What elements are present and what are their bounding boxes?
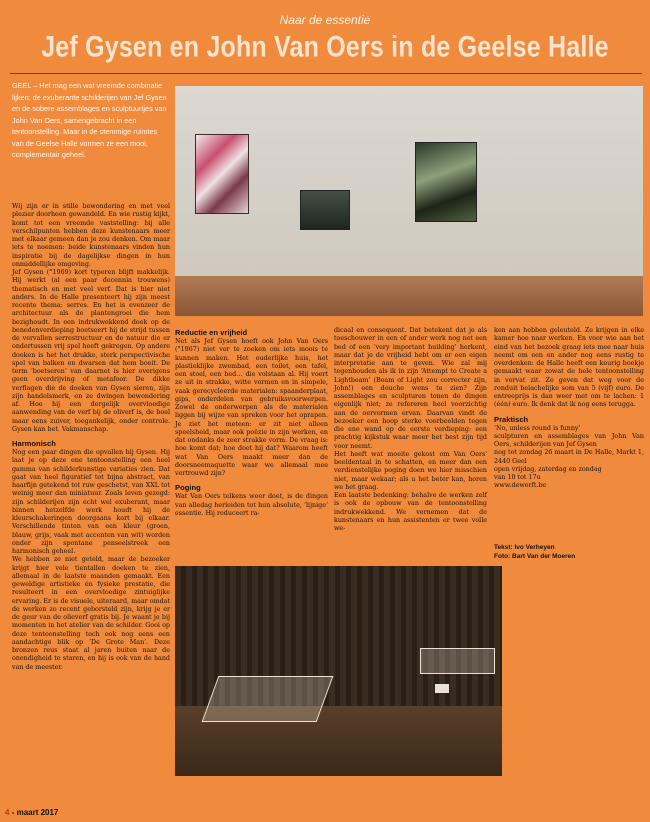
info-line: nog tot zondag 26 maart in De Halle, Markt 1, 2440 Geel [494, 449, 644, 465]
subheading-poging: Poging [175, 483, 201, 493]
column-4 [494, 327, 644, 491]
paragraph: Net als Jef Gysen hoeft ook John Van Oers (°1967) niet ver te zoeken om iets moois te kunnen maken. Het ouderlijke huis, het plastieklijke zwembad, een toilet, een tafel, een stoel, een bed… die volstaan al. Hij voert ze uit in strakke, witte vormen en in simpele, vaak gerecycleerde materialen: spaanderplaat, gips, onderdelen van gebruiksvoorwerpen. Zowel de onderwerpen als de materialen liggen bij wijze van spreken voor het oprapen. Je ziet het meteen: er zit niet alleen speelsheid, maar ook poëzie in zijn werken, en dat ondanks de zeer strakke vorm. De vraag is: hoe komt dat; hoe doet hij dat? Waarom heeft wat Van Oers maakt meer dan de doorsneemaquette waar we allemaal mee vertrouwd zijn? [175, 338, 328, 477]
paragraph: We hebben ze niet geteld, maar de bezoeker krijgt hier vele tientallen doeken te zien, allemaal in de laatste maanden gemaakt. Een geweldige artistieke én fysieke prestatie, die resulteert in een overvloedige zintuiglijke ervaring. Er is de visuele, uiteraard, maar omdat de werken zo recent geborsteld zijn, krijg je er de geur van de olieverf gratis bij. Je waant je bij momenten in het atelier van de schilder. Gooi op deze tentoonstelling toch ook nog eens een aandachtige blik op ‘De Grote Man’. Deze bronzen reus staat al jaren buiten naar de onendigheid te staren, en hij is ook van de hand van de meester. [12, 556, 170, 671]
kicker: Naar de essentie [279, 13, 371, 27]
sculpture-box [435, 684, 449, 693]
paragraph: Jef Gysen (°1969) kort typeren blijft makkelijk. Hij werkt (al een paar decennia trouwens) thematisch en met veel verf. Dat is hier niet anders. In de Halle presenteert hij zijn meest recente thema: serres. En het is evenzeer de architectuur als de plantengroei die hem bezighoudt. In een indrukwekkend doek op de benedenverdieping boetseert hij de strijd tussen de vervallen serrestructuur en de natuur die er ondertussen vrij spel heeft gekregen. Op andere doeken is het het drukke, sterk perspectivische spel van balken en dwarsen dat hem boeit. De term ‘boetseren’ van daarnet is hier overigens geen overdrijving of metafoor. De dikke verflagen die de doeken van Gysen sieren, zijn zijn handelsmerk, en ze dwingen bewondering af. Hoe hij een dergelijk overvloedige aanwending van de verf bij de oliverf is, de boel maar eens zuiver, toegankelijk, onder controle. Gysen kan het. Vakmanschap. [12, 269, 170, 433]
gallery-floor [175, 276, 643, 316]
column-1 [12, 203, 170, 672]
paragraph: Wij zijn er in stille bewondering en met veel plezier doorheen gewandeld. En wie rustig kijkt, komt tot een vreemde vaststelling: bij alle verschilpunten hebben deze kunstenaars meer met elkaar gemeen dan je zou denken. Om maar iets te noemen: beide kunstenaars vinden hun inspiratie bij de dagelijkse dingen in hun onmiddellijke omgeving. [12, 203, 170, 268]
painting-serre [415, 142, 477, 222]
exhibition-photo-installation [175, 566, 502, 776]
subheading-reductie: Reductie en vrijheid [175, 328, 248, 337]
headline: Jef Gysen en John Van Oers in de Geelse Halle [41, 30, 609, 64]
lead-paragraph: GEEL – Het mag een wat vreemde combinatie lijken: de exuberante schilderijen van Jef Gysen en de sobere assemblages en sculptuurtjes van John Van Oers, samengebracht in een tentoonstelling. Maar in de stemmige ruimtes van de Geelse Halle vormen ze een mooi, complementair geheel. [12, 81, 167, 159]
column-3 [334, 327, 487, 533]
painting-abstract [195, 134, 249, 214]
paragraph: Een laatste bedenking: behalve de werken zelf is ook de opbouw van de tentoonstelling indrukwekkend. We vernemen dat de kunstenaars en hun assistenten er twee volle we- [334, 492, 487, 532]
page-footer [5, 808, 58, 817]
paragraph: dicaal en consequent. Dat betekent dat je als toeschouwer in een of ander werk nog net een bed of een ‘very important building’ herkent, maar dat je de vrijheid hebt om er een eigen interpretatie aan te geven. Wie zal mij tegenhouden als ik in zijn ‘Attempt to Create a Lightbeam’ (Beam of Light zou correcter zijn, John!) een douche wens te zien? Zijn assemblages en sculpturen tonen de dingen eigenlijk niet; ze refereren heel voorzichtig aan de oervormen ervan. Daarvan vindt de bezoeker een hoop sterke voorbeelden tegen die ene wand op de eerste verdieping: een prachtig kijkstuk waar meer het best zijn tijd voor neemt. [334, 327, 487, 450]
credits [494, 543, 644, 561]
info-url: www.dewerft.be [494, 482, 547, 490]
paragraph: Nog een paar dingen die opvallen bij Gysen. Hij laat je op deze ene tentoonstelling een heel gamma van schilderkunstige variaties zien. Dat gaat van heel figuratief tot bijna abstract, van haarfijn getekend tot ruw geschetst, van XXL tot weinig meer dan miniatuur. Zoals leven gezegd: zijn schilderijen zijn echt wel exuberant, maar binnen hetzelfde werk houdt hij de kleurschakeringen doorgaans kort bij elkaar. Verschillende tinten van een kleur (groen, blauw, grijs, vaak met accenten van wit) worden onder zijn spontane penseelstreek een harmonisch geheel. [12, 449, 170, 555]
subheading-praktisch: Praktisch [494, 414, 529, 424]
page-number: 4 [5, 808, 10, 817]
exhibition-photo-paintings [175, 86, 643, 316]
photo-credit: Foto: Bart Van der Moeren [494, 553, 576, 560]
paragraph: Wat Van Oers telkens weer doet, is de dingen van alledag herleiden tot hun absolute, ‘lijnige’ essentie. Hij reduceert ra- [175, 493, 328, 517]
subheading-harmonisch: Harmonisch [12, 439, 56, 448]
info-line: open vrijdag, zaterdag en zondag [494, 465, 602, 473]
column-2 [175, 323, 328, 518]
sculpture-bench-small [420, 648, 495, 674]
painting-greenhouse [300, 190, 350, 230]
sculpture-bench-large [202, 676, 334, 722]
info-title: ‘No, unless round is funny’ [494, 424, 581, 432]
info-line: sculpturen en assemblages van John Van Oers, schilderijen van Jef Gysen [494, 432, 644, 448]
issue-date: - maart 2017 [11, 808, 59, 817]
paragraph: Het heeft wat moeite gekost om Van Oers' beeldentaal in te schatten, en meer dan een verdienstelijke poging doen we hier misschien niet, maar wekaar; als u het beter kan, horen we het graag. [334, 450, 487, 491]
text-credit: Tekst: Ivo Verheyen [494, 544, 555, 551]
paragraph: ken aan hebben geleuteld. Ze krijgen in elke kamer hoe naar werken. En voor wie aan het eind van het bezoek graag iets mee naar huis neemt om een en ander nog eens rustig te overdenken: de Halle heeft een keurig boekje gemaakt waar zowat de hele tentoonstelling in vervat zit. Ze geven dat weg voor de ronduit belachelijke som van 5 (vijf) euro. De entreeprijs is dan weer met om te lachen: 1 (één) euro. Ik denk dat ik nog eens terugga. [494, 327, 644, 409]
top-rule [10, 73, 642, 74]
info-line: van 10 tot 17u [494, 474, 541, 481]
